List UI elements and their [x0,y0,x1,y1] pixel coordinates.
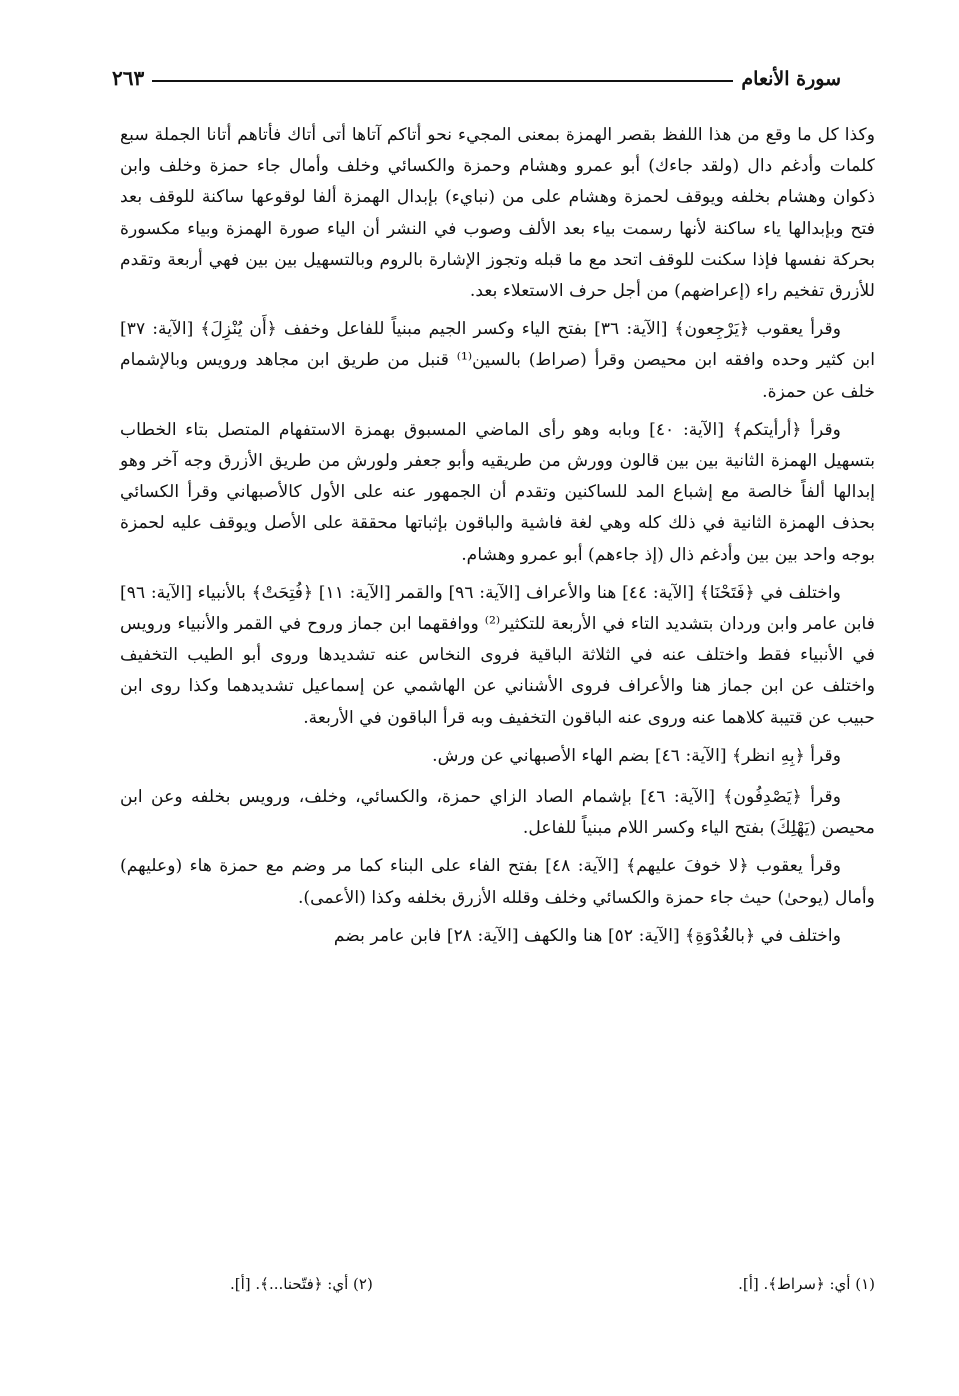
paragraph: وكذا كل ما وقع من هذا اللفظ بقصر الهمزة بمعنى المجيء نحو أتاكم آتاها أتى أتاك فأتاهم أتانا الجملة سبع كلمات وأدغم دال (ولقد جاءك) أبو عمرو وهشام وحمزة والكسائي وخلف وأمال جاء حمزة وخلف وابن ذكوان وهشام بخلفه ويوقف لحمزة وهشام على من (نبايء) بإبدال الهمزة ألفا لوقوعها ساكنة للوقف بعد فتح وبإبدالها ياء ساكنة لأنها رسمت بياء بعد الألف وصوب في النشر أن الياء صورة الهمزة وبياء مكسورة بحركة نفسها فإذا سكنت للوقف اتحد مع ما قبله وتجوز الإشارة بالروم وبالتسهيل بين بين فهي أربعة وتقدم للأزرق تفخيم راء (إعراضهم) من أجل حرف الاستعلاء بعد. [120,125,875,302]
paragraph: واختلف في ﴿فَتَحْنَا﴾ [الآية: ٤٤] هنا والأعراف [الآية: ٩٦] والقمر [الآية: ١١] ﴿فُتِحَتْ﴾ بالأنبياء [الآية: ٩٦] فابن عامر وابن وردان بتشديد التاء في الأربعة للتكثير⁽²⁾ ووافقهما ابن جماز وروح في القمر والأنبياء ورويس في الأنبياء فقط واختلف عنه في الثلاثة الباقية فروى النخاس عنه تشديدها وروى أبو الطيب التخفيف واختلف عن ابن جماز هنا والأعراف فروى الأشناني عن الهاشمي عن إسماعيل تشديدهما وكذا روى ابن حبيب عن قتيبة كلاهما عنه وروى عنه الباقون التخفيف وبه قرأ الباقون في الأربعة. [120,582,875,728]
footnote-2: (٢) أي: ﴿فتّحنا...﴾. [أ]. [230,1275,373,1293]
page-number: ٢٦٣ [112,66,145,90]
surah-title: سورة الأنعام [741,68,841,90]
header-rule [152,80,733,82]
paragraph: وقرأ ﴿بِهِ انظر﴾ [الآية: ٤٦] بضم الهاء الأصبهاني عن ورش. [432,745,841,766]
footnote-1: (١) أي: ﴿سراط﴾. [أ]. [738,1275,875,1293]
paragraph: واختلف في ﴿بالغُدْوَةِ﴾ [الآية: ٥٢] هنا والكهف [الآية: ٢٨] فابن عامر بضم [333,925,841,946]
paragraph: وقرأ ﴿أرأيتكم﴾ [الآية: ٤٠] وبابه وهو رأى الماضي المسبوق بهمزة الاستفهام المتصل بتاء الخطاب بتسهيل الهمزة الثانية بين بين قالون وورش من طريقيه وأبو جعفر ولورش من طريق الأزرق وجه آخر وهو إبدالها ألفاً خالصة مع إشباع المد للساكنين وتقدم أن الجمهور عنه على الأول كالأصبهاني وقرأ الكسائي بحذف الهمزة الثانية في ذلك كله وهي لغة فاشية والباقون بإثباتها محققة على الأصل ويوقف عليه لحمزة بوجه واحد بين بين وأدغم ذال (إذ جاءهم) أبو عمرو وهشام. [120,419,875,565]
paragraph: وقرأ ﴿يَصْدِفُون﴾ [الآية: ٤٦] بإشمام الصاد الزاي حمزة، والكسائي، وخلف، ورويس بخلفه وعن ابن محيصن (يَهْلِكَ) بفتح الياء وكسر اللام مبنياً للفاعل. [120,787,875,839]
running-header [112,58,841,90]
main-text [120,120,875,959]
paragraph: وقرأ يعقوب ﴿يَرْجِعون﴾ [الآية: ٣٦] بفتح الياء وكسر الجيم مبنياً للفاعل وخفف ﴿أَن يُنْزِلَ﴾ [الآية: ٣٧] ابن كثير وحده وافقه ابن محيصن وقرأ (صراط) بالسين⁽¹⁾ قنبل من طريق ابن مجاهد ورويس وبالإشمام خلف عن حمزة. [120,319,875,402]
paragraph: وقرأ يعقوب ﴿لا خوفَ عليهم﴾ [الآية: ٤٨] بفتح الفاء على البناء كما مر وضم مع حمزة هاء (وعليهم) وأمال (يوحىٰ) حيث جاء حمزة والكسائي وخلف وقلله الأزرق بخلفه وكذا (الأعمى). [120,856,875,908]
footnotes [230,1270,875,1300]
